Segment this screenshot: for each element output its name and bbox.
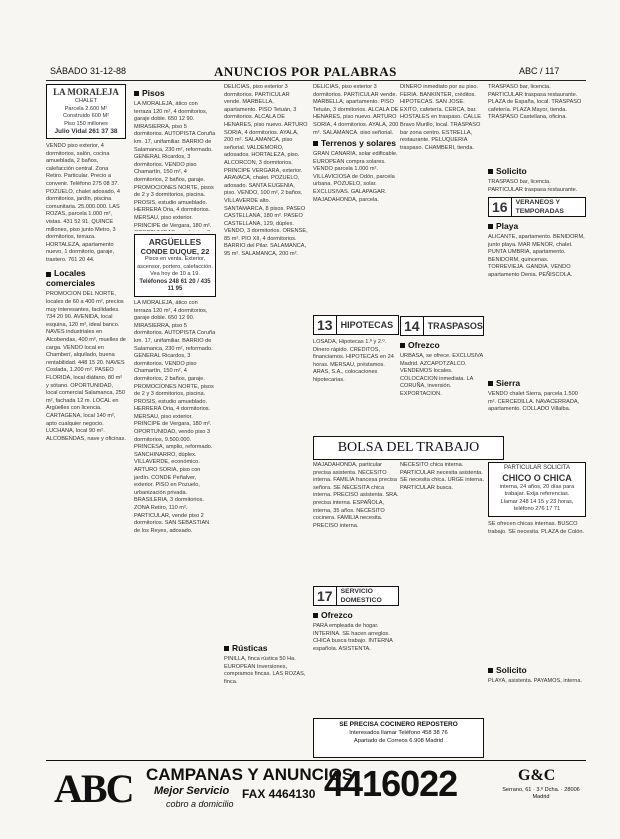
section-rusticas — [224, 643, 308, 653]
section-number: 13 — [314, 316, 337, 334]
ad-text: PINILLA, finca rústica 50 Ha. EUROPEAN Inversiones, compramos fincas. LAS ROZAS, finca. — [224, 656, 306, 685]
section-number: 16 — [489, 198, 512, 216]
ad-text: LA MORALEJA, ático con terraza 120 m², 4 dormitorios, garaje doble. 650 12 90. MIRASIERRA, piso 5 dormitorios. AUTOPISTA Coruña km. 17, unifamiliar. BARRIO de Salamanca, 230 m², reformado. GENERAL Ricardos, 3 dormitorios. VENDO piso Chamartín, 150 m², 4 dormitorios, 2 baños, garaje. PROMOCIONES NORTE, pisos de 2 y 3 dormitorios, piscina. PROSIS, estudio amueblado. HERRERA Oria, 4 dormitorios. MERSAU, piso exterior. PRINCIPE de Vergara, 180 m². — [134, 101, 216, 229]
section-label: Locales comerciales — [46, 268, 96, 289]
ad-cocinero-title: SE PRECISA COCINERO REPOSTERO — [339, 721, 458, 728]
ad-text: VENDO piso exterior, 4 dormitorios, salón, cocina amueblada, 2 baños, calefacción central. Zona Retiro. Particular. Precio a convenir. Teléfono 275 08 37. POZUELO, chalet adosado, 4 dormitorios, jardín, piscina comunitaria. 25.000.000. LAS ROZAS, parcela 1.000 m², vistas. 431 52 91. QUINCE millones, piso junto Metro, 3 dormitorios, terraza. HORTALEZA, apartamento nuevo, 1 dormitorio, garaje, trastero. 761 20 44. — [46, 142, 121, 263]
ad-text: ALICANTE, apartamento. BENIDORM, junto playa. MAR MENOR, chalet. PUNTA UMBRIA, apartamento. BENIDORM, quincenas. TORREVIEJA. GANDIA. VENDO apartamento Denia. PEÑISCOLA. — [488, 234, 585, 278]
abc-logo: ABC — [54, 766, 133, 811]
bullet-icon — [224, 646, 229, 651]
section-sierra — [488, 378, 586, 388]
section-hipotecas — [313, 315, 399, 335]
bullet-icon — [313, 141, 318, 146]
ad-text: URBASA, se ofrece. EXCLUSIVA Madrid. AZCAPOTZALCO. VENDEMOS locales. COLOCACION inmediata. LA CORUÑA, inversión. EXPORTACION. — [400, 353, 483, 397]
ad-particular-line: PARTICULAR SOLICITA — [503, 465, 570, 471]
section-ofrezco-2 — [313, 610, 399, 620]
section-label: Pisos — [142, 88, 165, 98]
ad-text: PLAYA, asistenta. PAYAMOS, interna. — [488, 677, 582, 684]
section-servicio — [313, 586, 399, 606]
section-playa — [488, 221, 586, 231]
ad-particular — [488, 462, 586, 517]
ad-arguelles-phone: Teléfonos 248 61 20 / 435 11 95 — [139, 278, 211, 293]
ad-text: TRASPASO bar, licencia. PARTICULAR traspasa restaurante. PLAZA de España, local. TRASPASO cafetería. PLAZA Mayor, tienda. TRASPASO Castellana, oficina. — [488, 84, 582, 121]
bolsa-trabajo-banner: BOLSA DEL TRABAJO — [313, 436, 504, 460]
column-3 — [224, 84, 308, 754]
ad-moraleja-line: CHALET — [74, 98, 98, 104]
section-label: Solicito — [496, 166, 527, 176]
section-solicito — [488, 166, 586, 176]
section-label: Ofrezco — [321, 610, 353, 620]
ad-text: LA MORALEJA, ático con terraza 120 m², 4 dormitorios, garaje doble. 650 12 90. MIRASIERRA, piso 5 dormitorios. AUTOPISTA Coruña km. 17, unifamiliar. BARRIO de Salamanca, 230 m², reformado. GENERAL Ricardos, 3 dormitorios. VENDO piso Chamartín, 150 m², 4 dormitorios, 2 baños, garaje. PROMOCIONES NORTE, pisos de 2 y 3 dormitorios, piscina. PROSIS, estudio amueblado. HERRERA Oria, 4 dormitorios. MERSAU, piso exterior. PRINCIPE de Vergara, 180 m². OPORTUNIDAD, vendo piso 3 dormitorios, 9.500.000. PRINCESA, amplio, reformado. SANCHINARRO, dúplex. VILLAVERDE, económico. ARTURO SORIA, piso con jardín. CONDE Peñalver, exterior. PISO en Pozuelo, urbanización privada. BRASILERIA, 3 dormitorios. ZONA Retiro, 110 m². PARTICULAR, vende piso 2 dormitorios. SAN SEBASTIAN de los Reyes, adosado. — [134, 299, 216, 534]
ad-cocinero-line: Interesados llamar Teléfono 458 38 76 — [349, 730, 448, 736]
ad-cocinero — [313, 718, 484, 758]
section-terrenos — [313, 138, 399, 148]
section-pisos — [134, 88, 216, 98]
section-number: 17 — [314, 587, 337, 605]
ad-moraleja-title: LA MORALEJA — [53, 87, 119, 97]
ad-moraleja-phone: Julio Vidal 261 37 38 — [54, 128, 118, 136]
section-label: VERANEOS Y TEMPORADAS — [515, 199, 564, 215]
ad-particular-line: interna, 24 años, 20 días para trabajar. Exija referencias. — [499, 483, 575, 498]
ad-text: VENDO chalet Sierra, parcela 1.500 m². CERCEDILLA. NAVACERRADA, apartamento. COLLADO Villalba. — [488, 391, 580, 413]
column-4-lower — [313, 462, 399, 717]
section-label: Ofrezco — [408, 340, 440, 350]
ad-particular-title: CHICO O CHICA — [502, 472, 572, 483]
column-5-lower — [400, 462, 484, 717]
ad-text: DINERO inmediato por su piso. FERIA. BANKINTER, créditos. HIPOTECAS. SAN JOSE. EXITO, cafetería. CERCA, bar. HOSTALES en traspaso. CALLE Bravo Murillo, local. TRASPASO bar zona centro. ESTRELLA, restaurante. PELUQUERIA traspaso. CHAMBERI, tienda. — [400, 84, 482, 151]
section-label: Sierra — [496, 378, 521, 388]
ad-text: DELICIAS, piso exterior 3 dormitorios. PARTICULAR vende. MARBELLA, apartamento. PISO Tetuán, 3 dormitorios. ALCALA DE HENARES, piso nuevo. ARTURO SORIA, 4 dormitorios. AYALA, 200 m². SALAMANCA, piso señorial. VALDEMORO, adosados. HORTALEZA, piso. ALCORCON, 3 dormitorios. PRINCIPE VERGARA, exterior. ARAVACA, chalet. POZUELO, adosado. SANTA EUGENIA, piso. VENDO, 100 m², 2 baños. VILLAVERDE alto. SANTAMARCA, 8 pisos. PASEO CASTELLANA, 180 m². PASEO CASTELLANA, 129, dúplex. VENDO, 3 dormitorios. ORENSE, 85 m². PIO XII, 4 dormitorios. BARRIO del Pilar. SALAMANCA, 95 m². SALAMANCA, 200 m². — [224, 84, 308, 258]
section-number: 14 — [401, 317, 424, 335]
section-label: HIPOTECAS — [340, 320, 394, 330]
ad-cocinero-line: Apartado de Correos 6.908 Madrid — [353, 738, 444, 744]
ad-text: TRASPASO bar, licencia. PARTICULAR traspasa restaurante. — [488, 179, 578, 193]
ad-text: PARA empleada de hogar. INTERINA. SE hacen arreglos. CHICA busca trabajo. INTERNA española. ASISTENTA. — [313, 623, 393, 652]
ad-text: GRAN CANARIA, solar edificable. EUROPEAN compra solares. VENDO parcela 1.000 m². VILLAVICIOSA de Odón, parcela urbana. POZUELO, solar. EXCLUSIVAS. GALAPAGAR. MAJADAHONDA, parcela. — [313, 151, 398, 203]
footer-phone: 4416022 — [324, 763, 458, 804]
section-label: TRASPASOS — [427, 321, 483, 331]
gc-logo: G&C — [518, 767, 556, 784]
section-label: Terrenos y solares — [321, 138, 396, 148]
ad-particular-line: Llamar 248 14 15 y 23 horas, teléfono 276 17 71 — [500, 498, 574, 513]
page-number: ABC / 117 — [519, 66, 560, 76]
column-1 — [46, 84, 126, 754]
section-ofrezco — [400, 340, 484, 350]
bullet-icon — [488, 224, 493, 229]
footer-cobro: cobro a domicilio — [166, 799, 234, 809]
ad-text: PROMOCION DEL NORTE, locales de 60 a 400 m², precios muy interesantes, facilidades. 734 20 90. AVENIDA, local esquina, 120 m², ideal banco. NAVES industriales en Alcobendas, 400 m², muelles de carga. VENDO local en Chamberí, alquilado, buena rentabilidad. 448 15 20. NAVES Coslada, 1.200 m². PASEO FLORIDA, local diáfano, 80 m² y sótano. OPORTUNIDAD, local comercial Salamanca, 250 m², fachada 12 m. LOCAL en Argüelles con licencia. CARTAGENA, local 140 m², apto cualquier negocio. LUCHANA, local 90 m². ALCOBENDAS, nave y oficinas. — [46, 291, 126, 442]
section-label: Rústicas — [232, 643, 268, 653]
section-label: Playa — [496, 221, 519, 231]
footer-servicio: Mejor Servicio — [154, 785, 230, 797]
bullet-icon — [488, 169, 493, 174]
page-header — [0, 64, 620, 80]
section-locales — [46, 268, 126, 288]
header-rule — [46, 80, 586, 81]
column-6 — [488, 84, 586, 494]
ad-text: NECESITO chica interna. PARTICULAR necesita asistenta. SE necesita chica. URGE interna. PARTICULAR busca. — [400, 462, 484, 491]
ad-arguelles-sub: CONDE DUQUE, 22 — [140, 247, 210, 256]
ad-arguelles-title: ARGÜELLES — [148, 237, 202, 247]
footer-fax: FAX 4464130 — [242, 787, 316, 801]
bullet-icon — [313, 613, 318, 618]
section-traspasos — [400, 316, 484, 336]
ad-moraleja-line: Parcela 2.600 M² — [64, 105, 108, 112]
ad-arguelles-body: Pisos en venta. Exterior, ascensor, portero, calefacción. Vea hoy de 10 a 19. — [137, 256, 213, 278]
issue-date: SÁBADO 31-12-88 — [50, 66, 127, 76]
section-veraneos — [488, 197, 586, 217]
bullet-icon — [488, 668, 493, 673]
column-2 — [134, 84, 216, 754]
ad-arguelles — [134, 234, 216, 297]
column-6-lower — [488, 462, 586, 758]
ad-text: LOSADA, Hipotecas 1.º y 2.º. Dinero rápido. CREDITOS, financiamos. HIPOTECAS en 24 horas. MERSAU, préstamos. ARAS, S.A., colocaciones hipotecarias. — [313, 339, 394, 383]
column-5 — [400, 84, 484, 434]
page-title: ANUNCIOS POR PALABRAS — [214, 64, 397, 79]
section-label: Solicito — [496, 664, 527, 675]
ad-text: DELICIAS, piso exterior 3 dormitorios. PARTICULAR vende. MARBELLA, apartamento. PISO Tetuán, 3 dormitorios. ALCALA DE HENARES, piso nuevo. ARTURO SORIA, 4 dormitorios. AYALA, 200 m². SALAMANCA, piso señorial. — [313, 84, 399, 134]
section-solicito-2 — [488, 665, 586, 675]
section-label: SERVICIO DOMESTICO — [340, 588, 382, 604]
ad-moraleja-line: Piso 150 millones — [64, 120, 108, 127]
bullet-icon — [488, 381, 493, 386]
ad-text: SE ofrecen chicas internas. BUSCO trabajo. SE necesita. PLAZA de Colón. — [488, 520, 585, 535]
bullet-icon — [400, 343, 405, 348]
bullet-icon — [46, 272, 51, 277]
ad-moraleja — [46, 84, 126, 139]
footer-banner — [46, 760, 586, 817]
ad-text: MAJADAHONDA, particular precisa asistenta. NECESITO interna. FAMILIA francesa precisa señora. SE NECESITA chica interna. PRECISO asistenta. SRA. precisa interna. ESPAÑOLA, interna, 35 años. NECESITO cocinera. FAMILIA necesita. PRECISO interna. — [313, 462, 399, 529]
bullet-icon — [134, 91, 139, 96]
gc-address: Serrano, 61 · 3.º Dcha. · 28006 Madrid — [502, 787, 580, 800]
column-4 — [313, 84, 399, 434]
footer-campanas: CAMPANAS Y ANUNCIOS — [146, 765, 354, 784]
ad-moraleja-line: Construido 600 M² — [62, 113, 109, 120]
